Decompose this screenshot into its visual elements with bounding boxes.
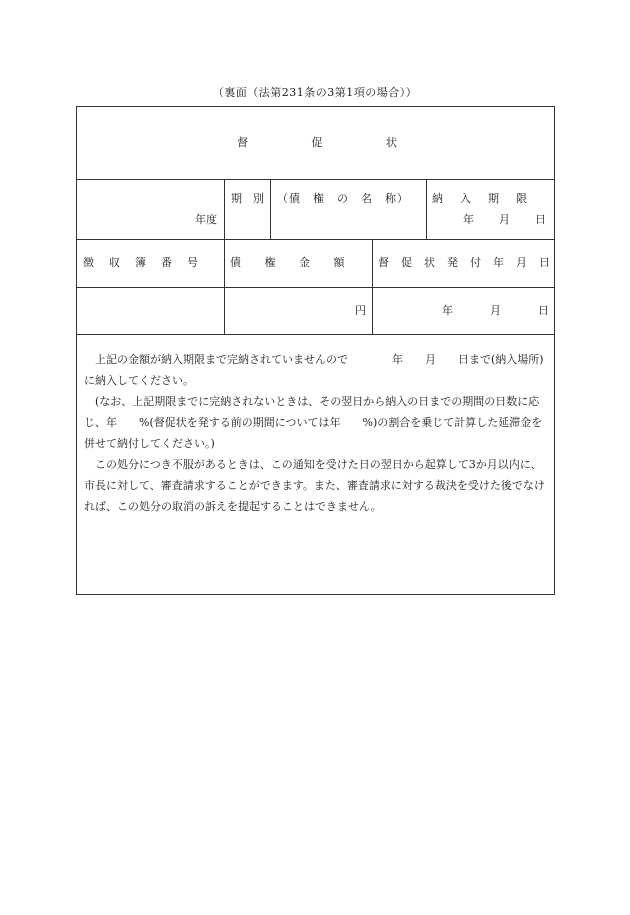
col-divider [426, 179, 427, 239]
title-char: 督 [237, 136, 248, 149]
form-caption: （裏面（法第231条の3第1項の場合）） [212, 86, 418, 99]
dunning-notice-form [76, 106, 555, 595]
col-divider [372, 239, 373, 334]
col-divider [224, 239, 225, 334]
issue-date-value: 年 月 日 [442, 304, 550, 317]
col-divider [224, 179, 225, 239]
yen-unit: 円 [355, 304, 366, 317]
installment-label: 期 別 [231, 192, 264, 205]
title-char: 促 [311, 136, 323, 149]
payment-deadline-date: 年 月 日 [463, 213, 547, 226]
dunning-issue-date-label: 督 促 状 発 付 年 月 日 [378, 256, 551, 269]
row-divider [77, 239, 554, 240]
payment-request-paragraph: 上記の金額が納入期限まで完納されていませんので 年 月 日まで(納入場所)に納入してください。 [84, 353, 544, 387]
form-title [237, 137, 397, 149]
row-divider [77, 287, 554, 288]
col-divider [270, 179, 271, 239]
collection-ledger-number-label: 徴 収 簿 番 号 [83, 256, 200, 269]
fiscal-year-label: 年度 [195, 213, 217, 226]
notice-body [84, 349, 550, 517]
row-divider [77, 334, 554, 335]
title-char: 状 [386, 136, 397, 149]
appeal-paragraph: この処分につき不服があるときは、この通知を受けた日の翌日から起算して3か月以内に、市長に対して、審査請求することができます。また、審査請求に対する裁決を受けた後でなければ、この処分の取消の訴えを提起することはできません。 [84, 458, 545, 513]
claim-amount-label: 債 権 金 額 [230, 256, 345, 269]
claim-name-label: （債 権 の 名 称） [277, 192, 409, 205]
row-divider [77, 179, 554, 180]
payment-deadline-label: 納 入 期 限 [432, 192, 530, 205]
late-fee-paragraph: (なお、上記期限までに完納されないときは、その翌日から納入の日までの期間の日数に応じ、年 %(督促状を発する前の期間については年 %)の割合を乗じて計算した延滞金を併せて納付してください。) [84, 395, 543, 450]
